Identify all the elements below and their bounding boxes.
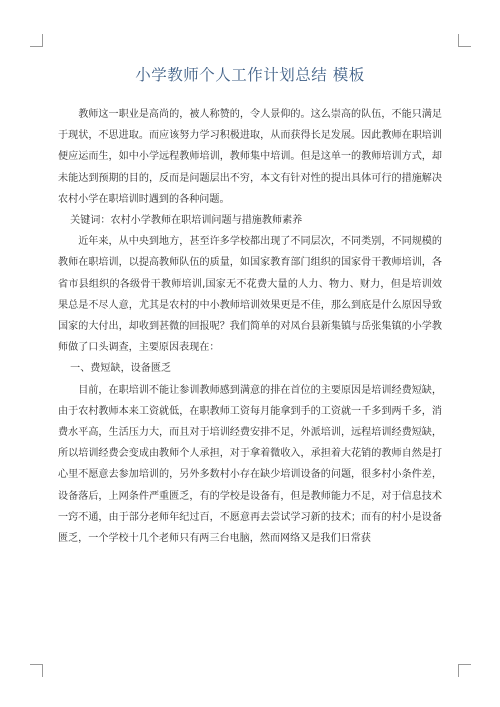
crop-mark-bottom-left xyxy=(30,664,43,677)
section-paragraph: 目前，在职培训不能让参训教师感到满意的排在首位的主要原因是培训经费短缺，由于农村教师本来工资就低，在职教师工资每月能拿到手的工资就一千多到两千多，消费水平高，生活压力大，而且对于培训经费安排不足，外派培训，远程培训经费短缺，所以培训经费会变成由教师个人承担，对于拿着微收入，承担着大花销的教师自然是打心里不愿意去参加培训的，另外多数村小存在缺少培训设备的问题，很多村小条件差，设备落后，上网条件严重匮乏，有的学校是设备有，但是教师能力不足，对于信息技术一窍不通，由于部分老师年纪过百，不愿意再去尝试学习新的技术；而有的村小是设备匮乏，一个学校十几个老师只有两三台电脑，然而网络又是我们日常获 xyxy=(58,384,442,545)
keywords-line: 关键词：农村小学教师在职培训问题与措施教师素养 xyxy=(70,215,303,227)
background-paragraph: 近年来，从中央到地方，甚至许多学校都出现了不同层次，不同类别，不同规模的教师在职培训，以提高教师队伍的质量，如国家教育部门组织的国家骨干教师培训，各省市县组织的各级骨干教师培训,国家无不花费大量的人力、物力、财力，但是培训效果总是不尽人意，尤其是农村的中小教师培训效果更是不佳，那么到底是什么原因导致国家的大付出，却收到甚微的回报呢？我们简单的对凤台县新集镇与岳张集镇的小学教师做了口头调查，主要原因表现在： xyxy=(58,236,442,354)
document-body xyxy=(58,104,442,549)
intro-paragraph: 教师这一职业是高尚的，被人称赞的，令人景仰的。这么崇高的队伍，不能只满足于现状，不思进取。而应该努力学习积极进取，从而获得长足发展。因此教师在职培训便应运而生，如中小学远程教师培训，教师集中培训。但是这单一的教师培训方式，却未能达到预期的目的，反而是问题层出不穷，本文有针对性的提出具体可行的措施解决农村小学在职培训时遇到的各种问题。 xyxy=(58,109,442,205)
section-heading: 一、费短缺，设备匮乏 xyxy=(70,363,172,375)
document-title: 小学教师个人工作计划总结 模板 xyxy=(135,66,365,84)
crop-mark-top-right xyxy=(458,34,471,47)
crop-mark-bottom-right xyxy=(458,664,471,677)
crop-mark-top-left xyxy=(30,34,43,47)
